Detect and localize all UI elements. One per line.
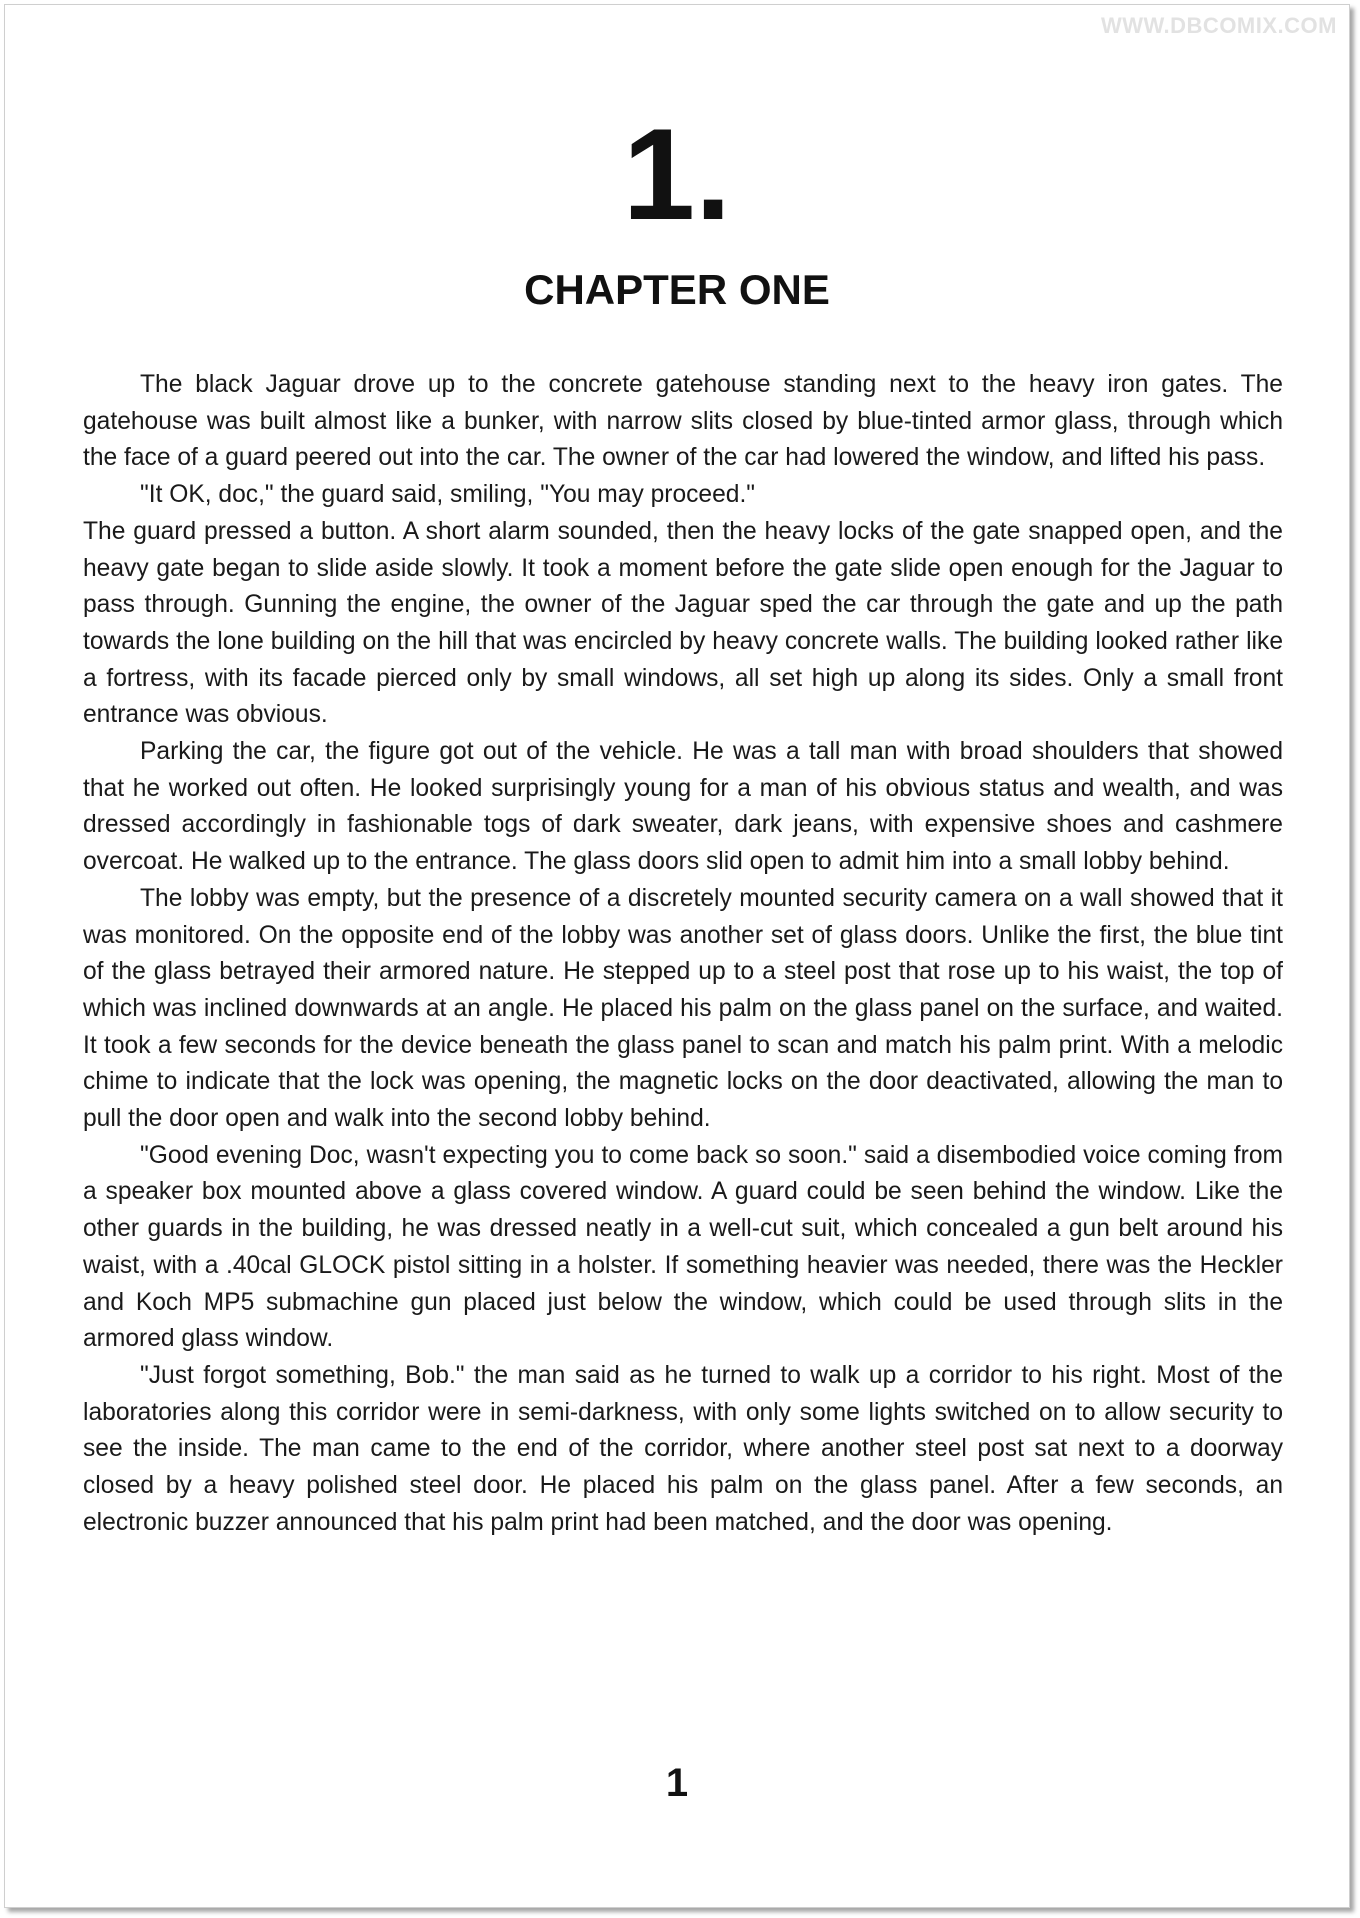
chapter-title: CHAPTER ONE xyxy=(524,266,830,313)
paragraph: "Just forgot something, Bob." the man said as he turned to walk up a corridor to his right. Most of the laboratories along this corridor were in semi-darkness, with only some lights switched on to allow security to see the inside. The man came to the end of the corridor, where another steel post sat next to a doorway closed by a heavy polished steel door. He placed his palm on the glass panel. After a few seconds, an electronic buzzer announced that his palm print had been matched, and the door was opening. xyxy=(83,1361,1283,1536)
watermark: WWW.DBCOMIX.COM xyxy=(1100,13,1337,38)
book-page xyxy=(4,4,1350,1908)
page-number: 1 xyxy=(665,1761,689,1805)
paragraph: The black Jaguar drove up to the concrete gatehouse standing next to the heavy iron gates. The gatehouse was built almost like a bunker, with narrow slits closed by blue-tinted armor glass, through which the face of a guard peered out into the car. The owner of the car had lowered the window, and lifted his pass. xyxy=(83,371,1283,472)
paragraph: The guard pressed a button. A short alarm sounded, then the heavy locks of the gate snapped open, and the heavy gate began to slide aside slowly. It took a moment before the gate slide open enough for the Jaguar to pass through. Gunning the engine, the owner of the Jaguar sped the car through the gate and up the path towards the lone building on the hill that was encircled by heavy concrete walls. The building looked rather like a fortress, with its facade pierced only by small windows, all set high up along its sides. Only a small front entrance was obvious. xyxy=(83,517,1283,729)
chapter-body xyxy=(83,367,1283,1542)
paragraph: The lobby was empty, but the presence of a discretely mounted security camera on a wall showed that it was monitored. On the opposite end of the lobby was another set of glass doors. Unlike the first, the blue tint of the glass betrayed their armored nature. He stepped up to a steel post that rose up to his waist, the top of which was inclined downwards at an angle. He placed his palm on the glass panel on the surface, and waited. It took a few seconds for the device beneath the glass panel to scan and match his palm print. With a melodic chime to indicate that the lock was opening, the magnetic locks on the door deactivated, allowing the man to pull the door open and walk into the second lobby behind. xyxy=(83,884,1283,1133)
paragraph: "It OK, doc," the guard said, smiling, "You may proceed." xyxy=(140,481,756,509)
paragraph: "Good evening Doc, wasn't expecting you to come back so soon." said a disembodied voice coming from a speaker box mounted above a glass covered window. A guard could be seen behind the window. Like the other guards in the building, he was dressed neatly in a well-cut suit, which concealed a gun belt around his waist, with a .40cal GLOCK pistol sitting in a holster. If something heavier was needed, there was the Heckler and Koch MP5 submachine gun placed just below the window, which could be used through slits in the armored glass window. xyxy=(83,1141,1283,1353)
paragraph: Parking the car, the figure got out of the vehicle. He was a tall man with broad shoulders that showed that he worked out often. He looked surprisingly young for a man of his obvious status and wealth, and was dressed accordingly in fashionable togs of dark sweater, dark jeans, with expensive shoes and cashmere overcoat. He walked up to the entrance. The glass doors slid open to admit him into a small lobby behind. xyxy=(83,738,1283,876)
chapter-number: 1. xyxy=(622,101,732,247)
